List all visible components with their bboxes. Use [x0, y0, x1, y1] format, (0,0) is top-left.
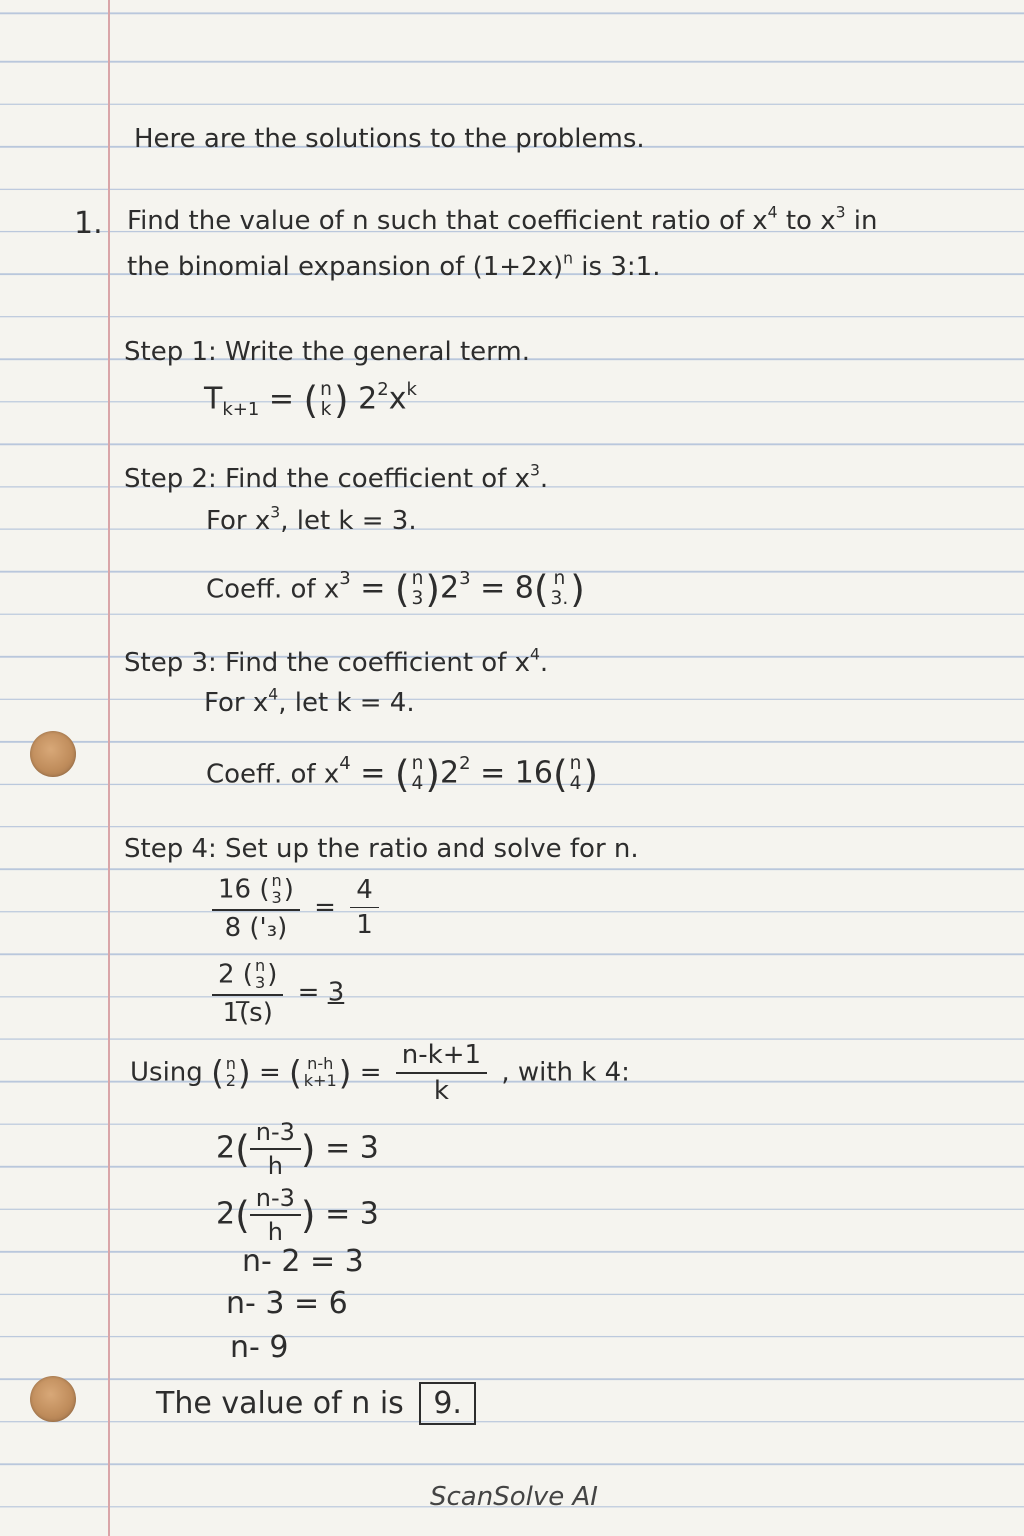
step2-let-k: For $x^3$, let k = 3.: [206, 503, 417, 536]
step4-ratio-line-1: 16 ( n 3 ) 8 ('₃) = $\frac{4}{1}$: [206, 873, 385, 943]
step3-let-k: For $x^4$, let k = 4.: [204, 685, 415, 718]
step2-coefficient: Coeff. of $x^3$ = ( n 3 )$2^3 = 8$( n 3. ): [206, 567, 585, 611]
step2-heading: Step 2: Find the coefficient of $x^3$.: [124, 461, 549, 494]
problem-line-1: Find the value of n such that coefficient ratio of $x^4$ to $x^3$ in: [127, 203, 878, 236]
problem-number: 1.: [74, 206, 103, 241]
step4-using-identity: Using ( n 2 ) = ( n-h k+1 ) = $\frac{n-k+1}{k}$ , with k 4:: [130, 1040, 630, 1106]
step3-heading: Step 3: Find the coefficient of $x^4$.: [124, 645, 549, 678]
step3-coefficient: Coeff. of $x^4$ = ( n 4 )$2^2 = 16$( n 4 ): [206, 752, 599, 796]
step4-solve-line-1: 2( $\frac{n-3}{h}$ ) = 3: [216, 1118, 379, 1180]
step4-solve-line-4: n- 3 = 6: [226, 1286, 348, 1321]
final-answer: The value of n is 9.: [156, 1382, 476, 1425]
margin-line: [108, 0, 110, 1536]
punch-hole-top: [30, 731, 76, 777]
step4-ratio-line-2: 2 ( n 3 ) 1(̅s) = 3: [206, 958, 344, 1028]
step1-general-term: $T_{k+1}$ = ( n k ) $2^2x^k$: [204, 378, 417, 422]
problem-line-2: the binomial expansion of $(1+2x)^n$ is 3:1.: [127, 249, 661, 282]
footer-watermark: ScanSolve AI: [430, 1482, 598, 1512]
punch-hole-bottom: [30, 1376, 76, 1422]
step4-solve-line-3: n- 2 = 3: [242, 1244, 364, 1279]
step1-heading: Step 1: Write the general term.: [124, 337, 530, 367]
step4-solve-line-5: n- 9: [230, 1330, 289, 1365]
step4-heading: Step 4: Set up the ratio and solve for n.: [124, 834, 639, 864]
step4-solve-line-2: 2( $\frac{n-3}{h}$ ) = 3: [216, 1184, 379, 1246]
intro-text: Here are the solutions to the problems.: [134, 124, 645, 154]
answer-box: 9.: [419, 1382, 476, 1425]
